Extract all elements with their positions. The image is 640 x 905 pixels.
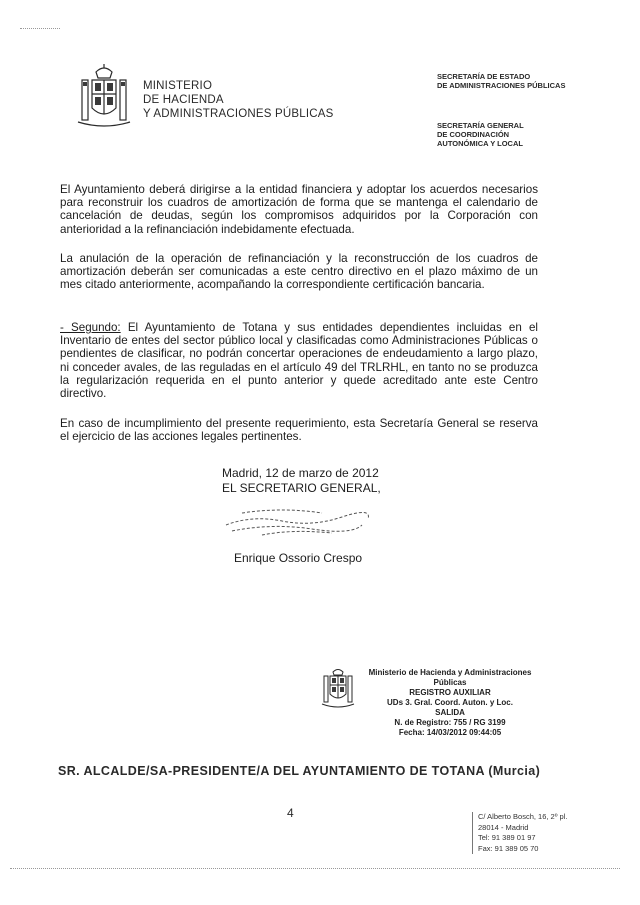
general-secretariat-line-3: AUTONÓMICA Y LOCAL xyxy=(437,139,523,148)
page-number: 4 xyxy=(287,806,294,820)
ministry-line-1: MINISTERIO xyxy=(143,80,213,92)
stamp-line-3: REGISTRO AUXILIAR xyxy=(409,688,491,697)
ministry-line-2: DE HACIENDA xyxy=(143,94,224,106)
registry-stamp xyxy=(350,668,550,738)
ministry-line-3: Y ADMINISTRACIONES PÚBLICAS xyxy=(143,108,334,120)
signatory-title: EL SECRETARIO GENERAL, xyxy=(222,481,381,495)
paragraph-3-text: El Ayuntamiento de Totana y sus entidades dependientes incluidas en el Inventario de entes del sector público local y clasificadas como Administraciones Públicas o pendientes de clasificar, no podrán concertar operaciones de endeudamiento a largo plazo, ni conceder avales, de las reguladas en el artículo 49 del TRLRHL, en tanto no se produzca la regularización requerida en el punto anterior y quede acreditado ante este Centro directivo. xyxy=(60,321,538,401)
coat-of-arms-icon xyxy=(74,62,134,137)
general-secretariat-line-2: DE COORDINACIÓN xyxy=(437,130,510,139)
contact-city: 28014 - Madrid xyxy=(478,822,529,832)
stamp-line-4: UDs 3. Gral. Coord. Auton. y Loc. xyxy=(387,698,513,707)
stamp-line-2: Públicas xyxy=(433,678,467,687)
secretariat-header xyxy=(437,72,565,90)
ministry-name xyxy=(143,79,334,121)
secretariat-line-2: DE ADMINISTRACIONES PÚBLICAS xyxy=(437,81,566,90)
paragraph-4: En caso de incumplimiento del presente requerimiento, esta Secretaría General se reserva el ejercicio de las acciones legales pertinentes. xyxy=(60,417,538,444)
general-secretariat-line-1: SECRETARÍA GENERAL xyxy=(437,121,524,130)
stamp-line-7: Fecha: 14/03/2012 09:44:05 xyxy=(398,728,502,737)
signer-name: Enrique Ossorio Crespo xyxy=(234,551,363,565)
paragraph-3 xyxy=(60,321,538,400)
paragraph-3-label: - Segundo: xyxy=(60,321,121,334)
signature-scribble xyxy=(222,503,372,544)
contact-tel: Tel: 91 389 01 97 xyxy=(478,833,536,842)
scan-edge-line xyxy=(10,868,620,869)
stamp-line-6: N. de Registro: 755 / RG 3199 xyxy=(394,718,506,727)
general-secretariat-header xyxy=(437,121,524,148)
stamp-line-5: SALIDA xyxy=(435,708,465,717)
paragraph-1: El Ayuntamiento deberá dirigirse a la entidad financiera y adoptar los acuerdos necesarios para reconstruir los cuadros de amortización de forma que se mantenga el calendario de cancelación de deudas, según los compromisos adquiridos por la Corporación con anterioridad a la refinanciación indebidamente efectuada. xyxy=(60,183,538,236)
paragraph-2: La anulación de la operación de refinanciación y la reconstrucción de los cuadros de amortización deberán ser comunicadas a este centro directivo en el plazo máximo de un mes citado anteriormente, acompañando la correspondiente certificación bancaria. xyxy=(60,252,538,292)
contact-fax: Fax: 91 389 05 70 xyxy=(478,843,539,853)
scan-mark xyxy=(20,28,60,29)
stamp-line-1: Ministerio de Hacienda y Administraciones xyxy=(368,668,532,677)
place-date: Madrid, 12 de marzo de 2012 xyxy=(222,466,379,480)
secretariat-line-1: SECRETARÍA DE ESTADO xyxy=(437,72,531,81)
addressee: SR. ALCALDE/SA-PRESIDENTE/A DEL AYUNTAMIENTO DE TOTANA (Murcia) xyxy=(58,764,541,778)
contact-street: C/ Alberto Bosch, 16, 2º pl. xyxy=(478,812,568,821)
contact-block xyxy=(472,812,567,854)
